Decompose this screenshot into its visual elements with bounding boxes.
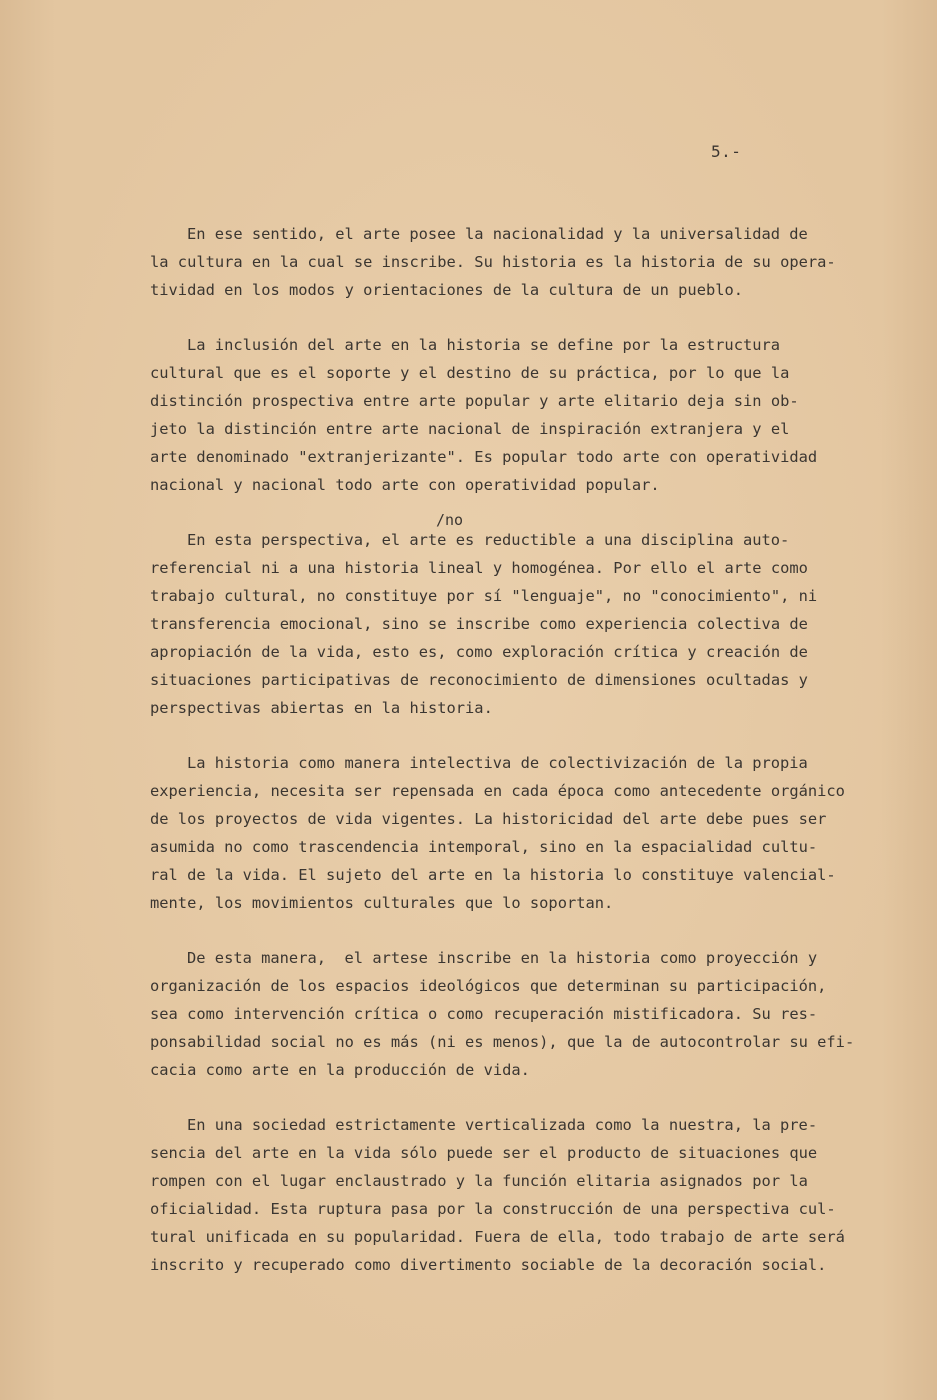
text-line: De esta manera, el artese inscribe en la historia como proyección y <box>187 949 818 967</box>
text-line: La inclusión del arte en la historia se define por la estructura <box>187 336 781 354</box>
text-line: En ese sentido, el arte posee la nacionalidad y la universalidad de <box>187 225 808 243</box>
text-line: de los proyectos de vida vigentes. La historicidad del arte debe pues ser <box>150 810 827 828</box>
text-line: transferencia emocional, sino se inscribe como experiencia colectiva de <box>150 615 808 633</box>
text-line: cacia como arte en la producción de vida. <box>150 1061 530 1079</box>
handwritten-insertion: /no <box>436 511 464 529</box>
text-line: nacional y nacional todo arte con operatividad popular. <box>150 476 660 494</box>
text-line: asumida no como trascendencia intemporal, sino en la espacialidad cultu- <box>150 838 818 856</box>
text-line: apropiación de la vida, esto es, como exploración crítica y creación de <box>150 643 808 661</box>
text-line: experiencia, necesita ser repensada en cada época como antecedente orgánico <box>150 782 845 800</box>
text-line: tividad en los modos y orientaciones de la cultura de un pueblo. <box>150 281 744 299</box>
text-line: cultural que es el soporte y el destino de su práctica, por lo que la <box>150 364 790 382</box>
text-line: tural unificada en su popularidad. Fuera de ella, todo trabajo de arte será <box>150 1228 845 1246</box>
text-line: En una sociedad estrictamente verticalizada como la nuestra, la pre- <box>187 1116 818 1134</box>
text-line: trabajo cultural, no constituye por sí "lenguaje", no "conocimiento", ni <box>150 587 818 605</box>
first-line-wrapper <box>150 511 850 554</box>
text-line: oficialidad. Esta ruptura pasa por la construcción de una perspectiva cul- <box>150 1200 836 1218</box>
text-line: En esta perspectiva, el arte es reductible a una disciplina auto- <box>187 531 790 549</box>
text-line: inscrito y recuperado como divertimento sociable de la decoración social. <box>150 1256 827 1274</box>
text-line: sencia del arte en la vida sólo puede ser el producto de situaciones que <box>150 1144 818 1162</box>
text-line: ral de la vida. El sujeto del arte en la historia lo constituye valencial- <box>150 866 836 884</box>
paragraph-6 <box>150 1111 850 1279</box>
text-line: mente, los movimientos culturales que lo soportan. <box>150 894 614 912</box>
text-line: arte denominado "extranjerizante". Es popular todo arte con operatividad <box>150 448 818 466</box>
paragraph-3 <box>150 511 850 722</box>
text-line: La historia como manera intelectiva de colectivización de la propia <box>187 754 808 772</box>
document-body <box>150 220 855 1306</box>
text-line: ponsabilidad social no es más (ni es menos), que la de autocontrolar su efi- <box>150 1033 855 1051</box>
paragraph-4 <box>150 749 850 917</box>
text-line: situaciones participativas de reconocimiento de dimensiones ocultadas y <box>150 671 808 689</box>
text-line: jeto la distinción entre arte nacional de inspiración extranjera y el <box>150 420 790 438</box>
text-line: organización de los espacios ideológicos que determinan su participación, <box>150 977 827 995</box>
text-line: la cultura en la cual se inscribe. Su historia es la historia de su opera- <box>150 253 836 271</box>
text-line: distinción prospectiva entre arte popular y arte elitario deja sin ob- <box>150 392 799 410</box>
page-number: 5.- <box>711 142 742 161</box>
paragraph-1 <box>150 220 850 304</box>
text-line: referencial ni a una historia lineal y homogénea. Por ello el arte como <box>150 559 808 577</box>
text-line: perspectivas abiertas en la historia. <box>150 699 493 717</box>
paragraph-2 <box>150 331 850 499</box>
text-line: sea como intervención crítica o como recuperación mistificadora. Su res- <box>150 1005 818 1023</box>
text-line: rompen con el lugar enclaustrado y la función elitaria asignados por la <box>150 1172 808 1190</box>
paragraph-5 <box>150 944 855 1084</box>
